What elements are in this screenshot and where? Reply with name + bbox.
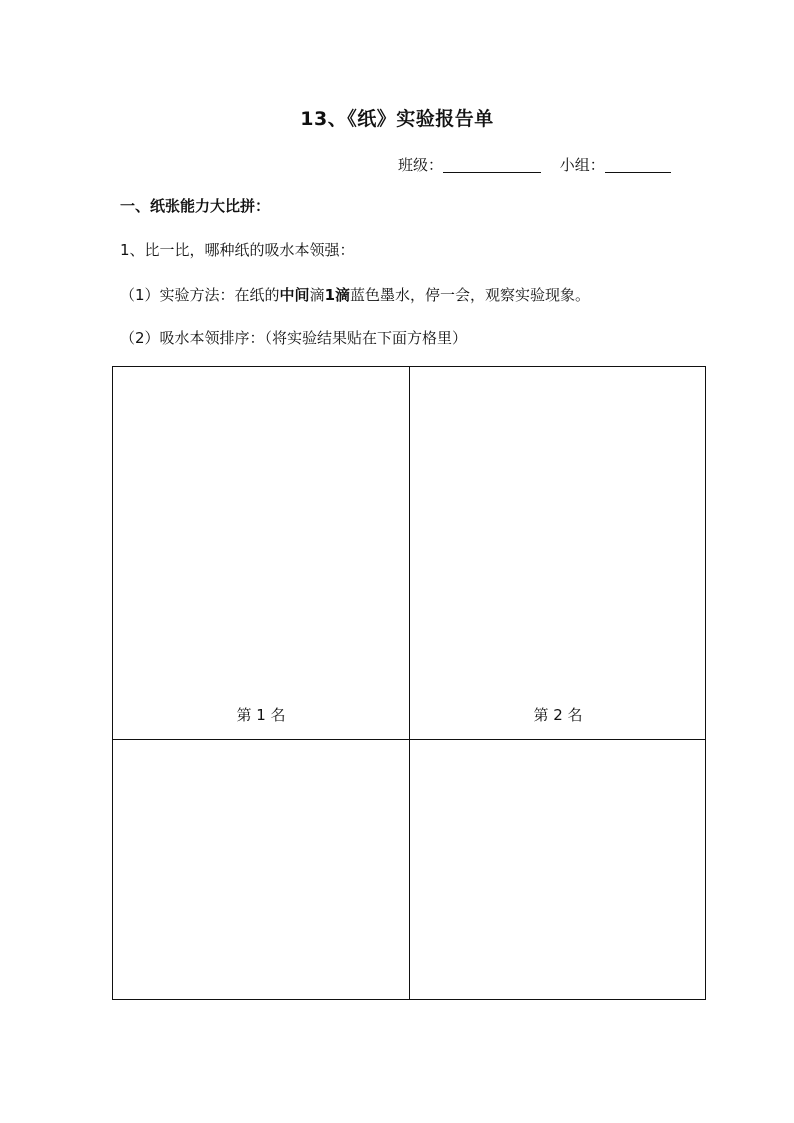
class-field[interactable]: [443, 156, 541, 173]
class-label: 班级：: [398, 156, 444, 174]
method-bold-center: 中间: [279, 286, 310, 304]
question-text: 1、比一比，哪种纸的吸水本领强：: [120, 241, 355, 259]
ranking-text: （2）吸水本领排序：（将实验结果贴在下面方格里）: [120, 329, 468, 347]
method-mid: 滴: [309, 286, 325, 304]
result-cell-3[interactable]: [113, 740, 409, 1000]
rank-1-label: 第 1 名: [236, 706, 286, 724]
method-text: [120, 284, 590, 305]
section-heading: 一、纸张能力大比拼：: [120, 197, 271, 215]
rank-2-label: 第 2 名: [533, 706, 583, 724]
method-suffix: 蓝色墨水，停一会，观察实验现象。: [350, 286, 591, 304]
result-cell-4[interactable]: [410, 740, 706, 1000]
method-prefix: （1）实验方法：在纸的: [120, 286, 280, 304]
result-grid: [112, 366, 706, 1000]
class-group-line: [398, 154, 671, 175]
page-title: 13、《纸》实验报告单: [300, 108, 494, 130]
result-cell-1[interactable]: [113, 367, 409, 739]
group-label: 小组：: [559, 156, 605, 174]
result-cell-2[interactable]: [410, 367, 706, 739]
group-field[interactable]: [605, 156, 671, 173]
method-bold-drop: 1滴: [324, 286, 351, 304]
